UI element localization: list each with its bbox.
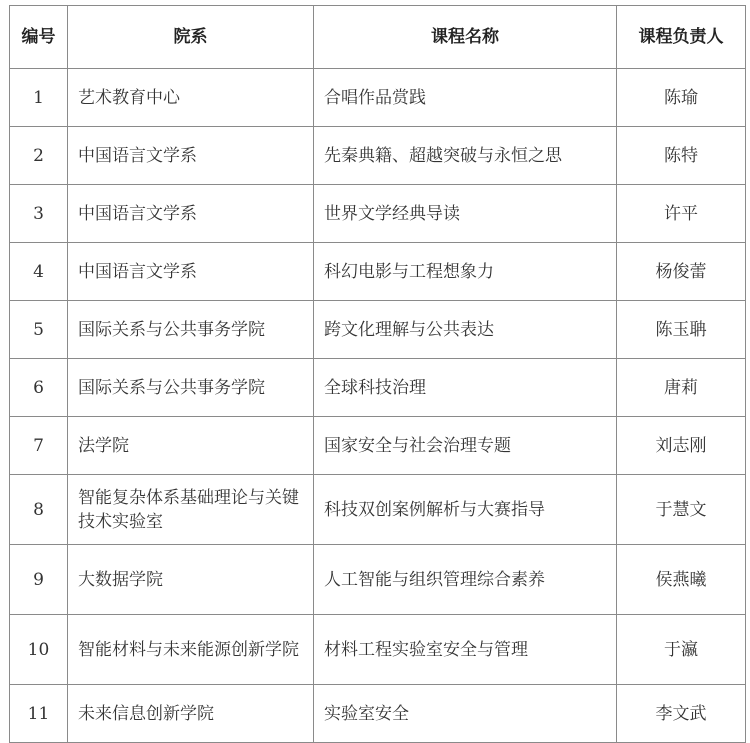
row-number: 11 <box>10 685 68 743</box>
table-row <box>10 243 746 301</box>
row-number: 3 <box>10 185 68 243</box>
row-course-lead: 杨俊蕾 <box>617 243 746 301</box>
row-course-name: 实验室安全 <box>314 685 617 743</box>
row-course-name: 科技双创案例解析与大赛指导 <box>314 475 617 545</box>
row-department: 中国语言文学系 <box>68 243 314 301</box>
row-course-name: 人工智能与组织管理综合素养 <box>314 545 617 615</box>
header-course-name: 课程名称 <box>314 6 617 69</box>
row-department: 国际关系与公共事务学院 <box>68 301 314 359</box>
row-course-lead: 陈玉聃 <box>617 301 746 359</box>
row-number: 5 <box>10 301 68 359</box>
header-department: 院系 <box>68 6 314 69</box>
row-department: 法学院 <box>68 417 314 475</box>
row-course-lead: 许平 <box>617 185 746 243</box>
row-number: 7 <box>10 417 68 475</box>
row-department: 艺术教育中心 <box>68 69 314 127</box>
row-course-name: 全球科技治理 <box>314 359 617 417</box>
row-number: 1 <box>10 69 68 127</box>
row-department: 未来信息创新学院 <box>68 685 314 743</box>
row-number: 2 <box>10 127 68 185</box>
row-department: 智能复杂体系基础理论与关键技术实验室 <box>68 475 314 545</box>
row-number: 9 <box>10 545 68 615</box>
table-row <box>10 359 746 417</box>
header-number: 编号 <box>10 6 68 69</box>
table-row <box>10 69 746 127</box>
row-course-lead: 侯燕曦 <box>617 545 746 615</box>
row-course-name: 世界文学经典导读 <box>314 185 617 243</box>
row-course-name: 材料工程实验室安全与管理 <box>314 615 617 685</box>
row-course-name: 先秦典籍、超越突破与永恒之思 <box>314 127 617 185</box>
row-course-lead: 于慧文 <box>617 475 746 545</box>
row-course-name: 科幻电影与工程想象力 <box>314 243 617 301</box>
table-row <box>10 475 746 545</box>
row-course-name: 跨文化理解与公共表达 <box>314 301 617 359</box>
row-number: 10 <box>10 615 68 685</box>
table-row <box>10 127 746 185</box>
course-table <box>9 5 746 743</box>
row-department: 国际关系与公共事务学院 <box>68 359 314 417</box>
row-department: 中国语言文学系 <box>68 127 314 185</box>
table-row <box>10 301 746 359</box>
row-course-lead: 李文武 <box>617 685 746 743</box>
table-header-row <box>10 6 746 69</box>
row-department: 大数据学院 <box>68 545 314 615</box>
table-row <box>10 417 746 475</box>
row-course-lead: 于瀛 <box>617 615 746 685</box>
row-number: 8 <box>10 475 68 545</box>
row-number: 4 <box>10 243 68 301</box>
row-department: 智能材料与未来能源创新学院 <box>68 615 314 685</box>
row-department: 中国语言文学系 <box>68 185 314 243</box>
row-course-name: 合唱作品赏践 <box>314 69 617 127</box>
header-course-lead: 课程负责人 <box>617 6 746 69</box>
table-row <box>10 615 746 685</box>
row-course-lead: 陈特 <box>617 127 746 185</box>
table-row <box>10 185 746 243</box>
table-row <box>10 545 746 615</box>
table-row <box>10 685 746 743</box>
row-course-lead: 陈瑜 <box>617 69 746 127</box>
row-course-name: 国家安全与社会治理专题 <box>314 417 617 475</box>
row-number: 6 <box>10 359 68 417</box>
row-course-lead: 刘志刚 <box>617 417 746 475</box>
row-course-lead: 唐莉 <box>617 359 746 417</box>
